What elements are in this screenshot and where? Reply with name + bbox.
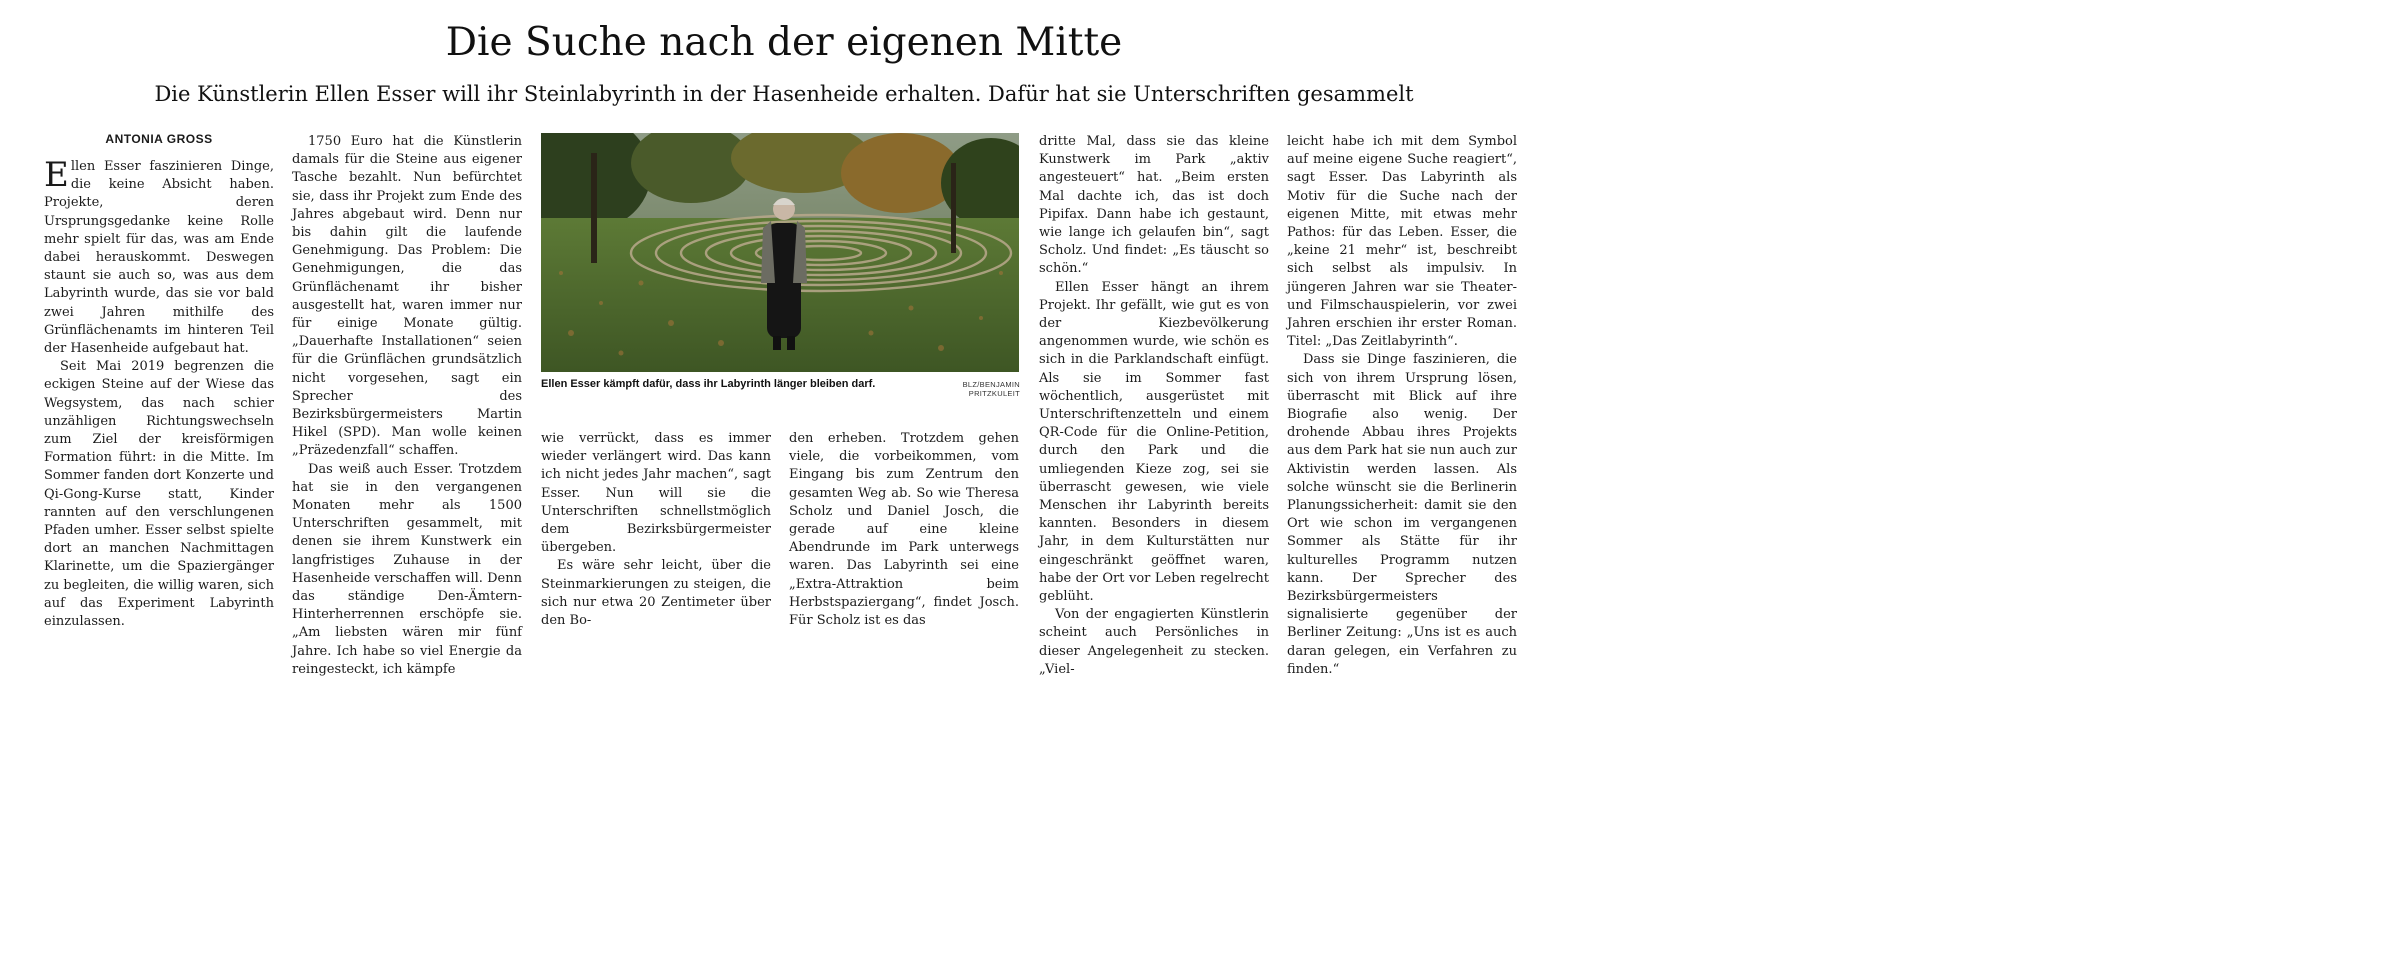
article-column-6 bbox=[1287, 133, 1517, 679]
paragraph: Seit Mai 2019 begrenzen die eckigen Steine auf der Wiese das Wegsystem, das nach schier unzähligen Richtungswechseln zum Ziel der kreisförmigen Formation führt: in die Mitte. Im Sommer fanden dort Konzerte und Qi-Gong-Kurse statt, Kinder rannten auf den verschlungenen Pfaden umher. Esser selbst spielte dort an manchen Nachmittagen Klarinette, um die Spaziergänger zu begleiten, die willig waren, sich auf das Experiment Labyrinth einzulassen. bbox=[44, 359, 274, 630]
paragraph: Von der engagierten Künstlerin scheint auch Persönliches in dieser Angelegenheit zu stecken. „Viel- bbox=[1039, 607, 1269, 677]
paragraph: wie verrückt, dass es immer wieder verlängert wird. Das kann ich nicht jedes Jahr machen“, sagt Esser. Nun will sie die Unterschriften schnellstmöglich dem Bezirksbürgermeister übergeben. bbox=[541, 431, 771, 556]
headline: Die Suche nach der eigenen Mitte bbox=[445, 20, 1123, 65]
paragraph: Es wäre sehr leicht, über die Steinmarkierungen zu steigen, die sich nur etwa 20 Zentimeter über den Bo- bbox=[541, 558, 771, 629]
paragraph: den erheben. Trotzdem gehen viele, die vorbeikommen, vom Eingang bis zum Zentrum den gesamten Weg ab. So wie Theresa Scholz und Daniel Josch, die gerade auf eine kleine Abendrunde im Park unterwegs waren. Das Labyrinth sei eine „Extra-Attraktion beim Herbstspaziergang“, findet Josch. Für Scholz ist es das bbox=[789, 431, 1019, 629]
author-byline: ANTONIA GROSS bbox=[105, 132, 213, 146]
paragraph: leicht habe ich mit dem Symbol auf meine eigene Suche reagiert“, sagt Esser. Das Labyrinth als Motiv für die Suche nach der eigenen Mitte, mit etwas mehr Pathos: für das Leben. Esser, die „keine 21 mehr“ ist, beschreibt sich selbst als impulsiv. In jüngeren Jahren war sie Theater- und Filmschauspielerin, vor zwei Jahren erschien ihr erster Roman. Titel: „Das Zeitlabyrinth“. bbox=[1287, 134, 1517, 350]
subheadline: Die Künstlerin Ellen Esser will ihr Steinlabyrinth in der Hasenheide erhalten. Dafür hat sie Unterschriften gesammelt bbox=[154, 82, 1414, 106]
labyrinth-photo-illustration bbox=[541, 133, 1019, 372]
paragraph: Ellen Esser faszinieren Dinge, die keine Absicht haben. Projekte, deren Ursprungsgedanke keine Rolle mehr spielt für das, was am Ende dabei herauskommt. Deswegen staunt sie auch so, was aus dem Labyrinth wurde, das sie vor bald zwei Jahren mithilfe des Grünflächenamts im hinteren Teil der Hasenheide aufgebaut hat. bbox=[44, 155, 274, 357]
paragraph: Das weiß auch Esser. Trotzdem hat sie in den vergangenen Monaten mehr als 1500 Unterschriften gesammelt, mit denen sie ihrem Kunstwerk ein langfristiges Zuhause in der Hasenheide verschaffen will. Denn das ständige Den-Ämtern-Hinterherrennen erschöpfe sie. „Am liebsten wären mir fünf Jahre. Ich habe so viel Energie da reingesteckt, ich kämpfe bbox=[292, 461, 522, 677]
drop-cap: E bbox=[44, 155, 69, 195]
article-column-5 bbox=[1039, 133, 1269, 679]
photo-caption: Ellen Esser kämpft dafür, dass ihr Labyrinth länger bleiben darf. bbox=[541, 378, 876, 390]
article-column-1 bbox=[44, 155, 274, 631]
paragraph: Ellen Esser hängt an ihrem Projekt. Ihr gefällt, wie gut es von der Kiezbevölkerung angenommen wurde, wie schön es sich in die Parklandschaft einfügt. Als sie im Sommer fast wöchentlich, ausgerüstet mit Unterschriftenzetteln und einem QR-Code für die Online-Petition, durch den Park und die umliegenden Kieze zog, sei sie überrascht gewesen, wie viele Menschen ihr Labyrinth bereits kannten. Besonders in diesem Jahr, in dem Kulturstätten nur eingeschränkt geöffnet waren, habe der Ort vor Leben regelrecht geblüht. bbox=[1039, 279, 1269, 605]
paragraph: Dass sie Dinge faszinieren, die sich von ihrem Ursprung lösen, überrascht mit Blick auf ihre Biografie also wenig. Der drohende Abbau ihres Projekts aus dem Park hat sie nun auch zur Aktivistin werden lassen. Als solche wünscht sie die Berlinerin Planungssicherheit: damit sie den Ort wie schon im vergangenen Sommer als Stätte für ihr kulturelles Programm nutzen kann. Der Sprecher des Bezirksbürgermeisters signalisierte gegenüber der Berliner Zeitung: „Uns ist es auch daran gelegen, ein Verfahren zu finden.“ bbox=[1287, 352, 1517, 677]
paragraph: 1750 Euro hat die Künstlerin damals für die Steine aus eigener Tasche bezahlt. Nun befürchtet sie, dass ihr Projekt zum Ende des Jahres abgebaut wird. Denn nur bis dahin gilt die laufende Genehmigung. Das Problem: Die Genehmigungen, die das Grünflächenamt ihr bisher ausgestellt hat, waren immer nur für einige Monate gültig. „Dauerhafte Installationen“ seien für die Grünflächen grundsätzlich nicht vorgesehen, sagt ein Sprecher des Bezirksbürgermeisters Martin Hikel (SPD). Man wolle keinen „Präzedenzfall“ schaffen. bbox=[292, 134, 522, 459]
article-column-3 bbox=[541, 430, 771, 630]
photo-credit: BLZ/BENJAMIN PRITZKULEIT bbox=[962, 380, 1020, 398]
article-photo bbox=[541, 133, 1019, 372]
article-column-2 bbox=[292, 133, 522, 679]
article-column-4 bbox=[789, 430, 1019, 630]
paragraph: dritte Mal, dass sie das kleine Kunstwerk im Park „aktiv angesteuert“ hat. „Beim ersten Mal dachte ich, das ist doch Pipifax. Dann habe ich gestaunt, wie lange ich gelaufen bin“, sagt Scholz. Und findet: „Es täuscht so schön.“ bbox=[1039, 134, 1269, 277]
